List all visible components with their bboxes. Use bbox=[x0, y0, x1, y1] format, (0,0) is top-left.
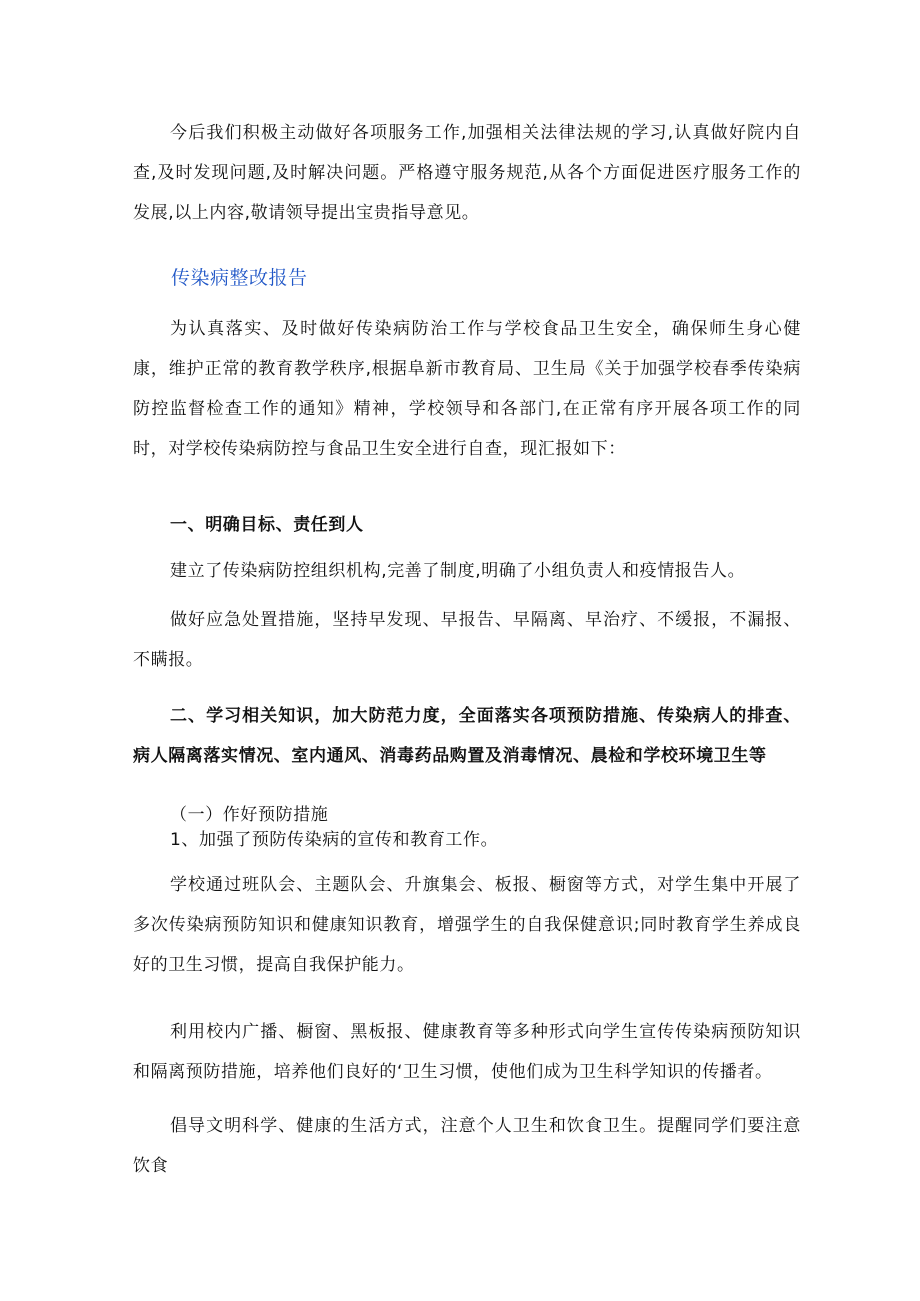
item-1-paragraph-2: 利用校内广播、橱窗、黑板报、健康教育等多种形式向学生宣传传染病预防知识和隔离预防措施，培养他们良好的‘卫生习惯，使他们成为卫生科学知识的传播者。 bbox=[133, 1022, 801, 1082]
report-title: 传染病整改报告 bbox=[171, 267, 308, 289]
subsection-1-heading: （一）作好预防措施 bbox=[170, 805, 329, 825]
item-1-paragraph-3: 倡导文明科学、健康的生活方式，注意个人卫生和饮食卫生。提醒同学们要注意饮食 bbox=[133, 1116, 801, 1176]
section-1-heading: 一、明确目标、责任到人 bbox=[170, 515, 364, 535]
section-1-paragraph-1: 建立了传染病防控组织机构,完善了制度,明确了小组负责人和疫情报告人。 bbox=[170, 561, 746, 581]
item-1-paragraph-1: 学校通过班队会、主题队会、升旗集会、板报、橱窗等方式，对学生集中开展了多次传染病预防知识和健康知识教育，增强学生的自我保健意识;同时教育学生养成良好的卫生习惯，提高自我保护能力。 bbox=[133, 875, 801, 975]
section-2-heading: 二、学习相关知识，加大防范力度，全面落实各项预防措施、传染病人的排查、病人隔离落实情况、室内通风、消毒药品购置及消毒情况、晨检和学校环境卫生等 bbox=[133, 706, 801, 766]
background-paragraph: 为认真落实、及时做好传染病防治工作与学校食品卫生安全，确保师生身心健康，维护正常的教育教学秩序,根据阜新市教育局、卫生局《关于加强学校春季传染病防控监督检查工作的通知》精神，学校领导和各部门,在正常有序开展各项工作的同时，对学校传染病防控与食品卫生安全进行自查，现汇报如下： bbox=[133, 319, 801, 459]
item-1-heading: 1、加强了预防传染病的宣传和教育工作。 bbox=[170, 830, 499, 850]
intro-paragraph: 今后我们积极主动做好各项服务工作,加强相关法律法规的学习,认真做好院内自查,及时发现问题,及时解决问题。严格遵守服务规范,从各个方面促进医疗服务工作的发展,以上内容,敬请领导提出宝贵指导意见。 bbox=[133, 123, 801, 223]
section-1-paragraph-2: 做好应急处置措施，坚持早发现、早报告、早隔离、早治疗、不缓报，不漏报、不瞒报。 bbox=[133, 610, 801, 670]
